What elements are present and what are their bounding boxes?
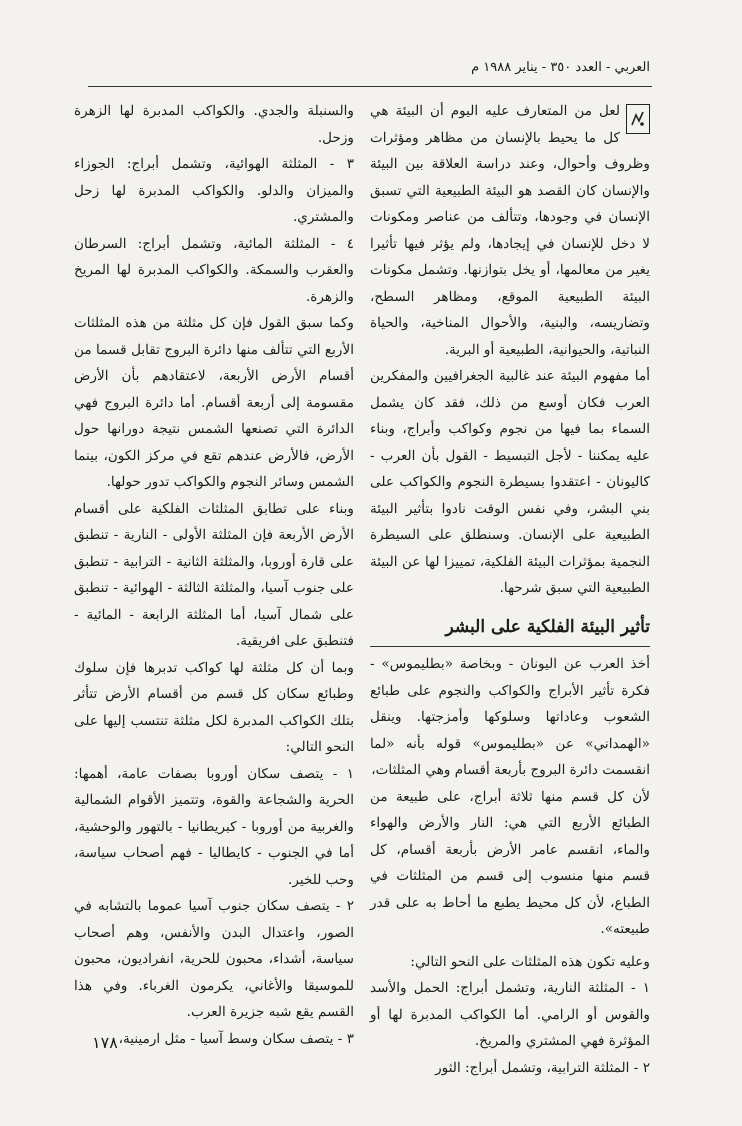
page-number: ١٧٨	[92, 1033, 118, 1052]
left-paragraph-3: ٤ - المثلثة المائية، وتشمل أبراج: السرطان والعقرب والسمكة. والكواكب المدبرة لها المريخ والزهرة.	[74, 235, 354, 305]
left-paragraph-4: وكما سبق القول فإن كل مثلثة من هذه المثلثات الأربع التي تتألف منها دائرة البروج تقابل قسما من أقسام الأرض الأربعة، لاعتقادهم بأن الأرض مقسومة إلى أربعة أقسام. أما دائرة البروج فهي الدائرة التي تصنعها الشمس نتيجة دورانها حول الأرض، فالأرض عندهم تقع في مركز الكون، بينما الشمس وسائر النجوم والكواكب تدور حولها.	[74, 315, 354, 490]
header-rule	[88, 86, 652, 87]
left-paragraph-9: ٣ - يتصف سكان وسط آسيا - مثل ارمينية،	[118, 1030, 354, 1047]
right-column	[370, 98, 650, 1081]
running-header: العربي - العدد ٣٥٠ - يناير ١٩٨٨ م	[471, 60, 650, 75]
left-paragraph-8: ٢ - يتصف سكان جنوب آسيا عموما بالتشابه في الصور، واعتدال البدن والأنفس، وهم أصحاب سياسة، أشداء، محبون للحرية، انفراديون، محبون للموسيقا والأغاني، يكرمون الغرباء. وفي هذا القسم يقع شبه جزيرة العرب.	[74, 898, 354, 1020]
section-paragraph-2: لأن كل قسم منها ثلاثة أبراج، على طبيعة من الطبائع الأربع التي هي: النار والأرض والهواء والماء، انقسم عامر الأرض بأربعة أقسام، كل قسم منها منسوب إلى قسم من المثلثات في الطباع، لأن كل محيط يطبع ما أحاط به على قدر طبيعته».	[370, 788, 650, 937]
left-paragraph-6: وبما أن كل مثلثة لها كواكب تدبرها فإن سلوك وطبائع سكان كل قسم من أقسام الأرض تتأثر بتلك الكواكب المدبرة لكل مثلثة تنتسب إليها على النحو التالي:	[74, 659, 354, 755]
left-column	[74, 98, 354, 1052]
star-symbol-icon	[626, 104, 650, 134]
section-paragraph-3: وعليه تكون هذه المثلثات على النحو التالي:	[410, 953, 650, 970]
left-paragraph-2: ٣ - المثلثة الهوائية، وتشمل أبراج: الجوزاء والميزان والدلو. والكواكب المدبرة لها زحل والمشتري.	[74, 156, 354, 225]
section-paragraph-4: ١ - المثلثة النارية، وتشمل أبراج: الحمل والأسد والقوس أو الرامي. أما الكواكب المدبرة لها أو المؤثرة فهي المشتري والمريخ.	[370, 980, 650, 1049]
left-paragraph-7: ١ - يتصف سكان أوروبا بصفات عامة، أهمها: الحرية والشجاعة والقوة، وتتميز الأقوام الشمالية والغربية من أوروبا - كبريطانيا - بالتهور والوحشية، أما في الجنوب - كايطاليا - فهم أصحاب سياسة، وحب للخير.	[74, 765, 354, 888]
left-paragraph-5: وبناء على تطابق المثلثات الفلكية على أقسام الأرض الأربعة فإن المثلثة الأولى - النارية - تنطبق على قارة أوروبا، والمثلثة الثانية - الترابية - تنطبق على جنوب آسيا، والمثلثة الثالثة - الهوائية - تنطبق على شمال آسيا، أما المثلثة الرابعة - المائية - فتنطبق على افريقية.	[74, 500, 354, 649]
section-title: تأثير البيئة الفلكية على البشر	[370, 614, 650, 648]
article-paragraph-1: لعل من المتعارف عليه اليوم أن البيئة هي كل ما يحيط بالإنسان من مظاهر ومؤثرات وظروف وأحوال، وعند دراسة العلاقة بين البيئة والإنسان كان القصد هو البيئة الطبيعية التي تسبق الإنسان في وجودها، وتتألف من عناصر ومكونات لا دخل للإنسان في إيجادها، ولم يؤثر فيها تأثيرا يغير من معالمها، أو يخل بتوازنها. وتشمل مكونات البيئة الطبيعية الموقع، ومظاهر السطح، وتضاريسه، والبنية، والأحوال المناخية، والحياة النباتية، والحيوانية، الطبيعية أو البرية.	[370, 103, 650, 358]
section-paragraph-1: أخذ العرب عن اليونان - وبخاصة «بطليموس» - فكرة تأثير الأبراج والكواكب والنجوم على طبائع الشعوب وعاداتها وسلوكها وأمزجتها. وينقل «الهمداني» عن «بطليموس» قوله بأنه «لما انقسمت دائرة البروج بأربعة أقسام وهي المثلثات،	[370, 656, 650, 778]
left-paragraph-1: والسنبلة والجدي. والكواكب المدبرة لها الزهرة وزحل.	[74, 103, 354, 146]
article-paragraph-2: أما مفهوم البيئة عند غالبية الجغرافيين والمفكرين العرب فكان أوسع من ذلك، فقد كان يشمل السماء بما فيها من نجوم وكواكب وأبراج، وبناء عليه يمكننا - لأجل التبسيط - القول بأن العرب - كاليونان - اعتقدوا بسيطرة النجوم والكواكب على بني البشر، وفي نفس الوقت نادوا بتأثير البيئة الطبيعية على الإنسان. وسنطلق على السيطرة النجمية بمؤثرات البيئة الفلكية، تمييزا لها عن البيئة الطبيعية التي سبق شرحها.	[370, 368, 650, 596]
section-paragraph-5: ٢ - المثلثة الترابية، وتشمل أبراج: الثور	[435, 1059, 650, 1076]
